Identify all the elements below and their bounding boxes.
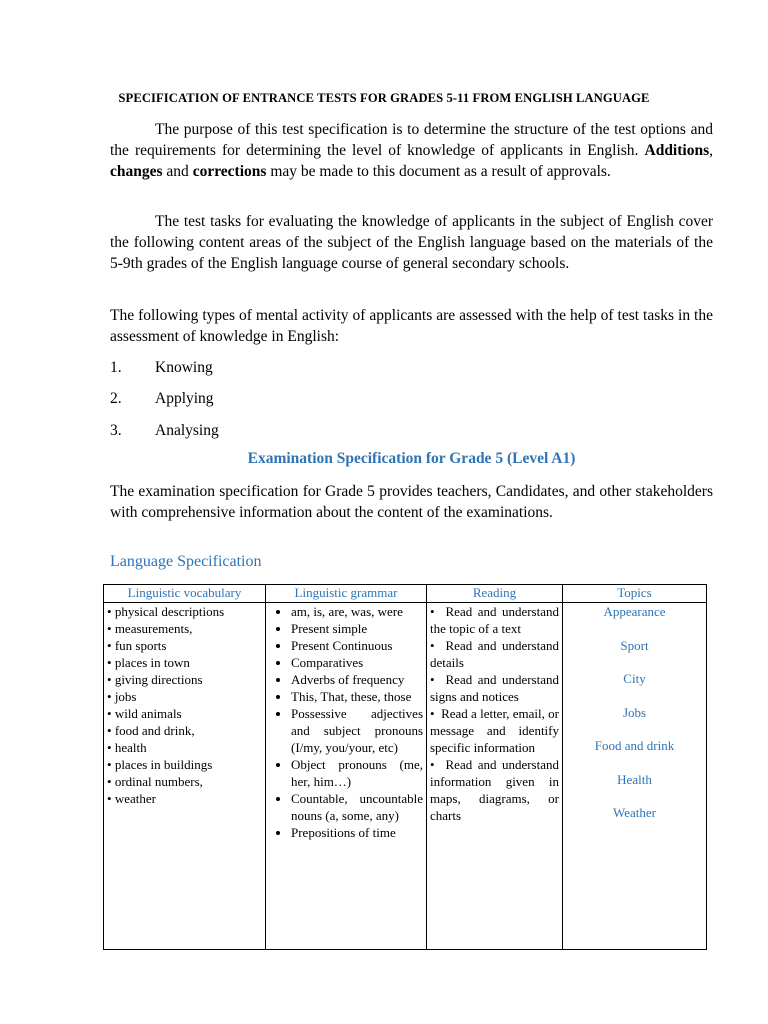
list-number: 3.: [110, 422, 122, 439]
topics-cell: [563, 603, 707, 950]
grade5-heading: Examination Specification for Grade 5 (Level A1): [247, 450, 576, 467]
grade5-description: The examination specification for Grade 5 provides teachers, Candidates, and other stakeholders with comprehensive information about the content of the examinations.: [110, 483, 713, 521]
list-item: • weather: [107, 790, 262, 807]
purpose-paragraph: The purpose of this test specification is to determine the structure of the test options and the requirements for determining the level of knowledge of applicants in English. Additions, changes and corrections may be made to this document as a result of approvals.: [110, 121, 713, 180]
table-header-row: [104, 585, 707, 603]
topic-item: Sport: [620, 637, 649, 653]
list-item: • fun sports: [107, 637, 262, 654]
list-item: • am, is, are, was, were: [291, 603, 423, 620]
list-item: [110, 357, 213, 378]
topic-item: Health: [617, 771, 652, 787]
list-item: • Possessive adjectives and subject pronouns (I/my, you/your, etc): [291, 705, 423, 756]
reading-cell: [427, 603, 563, 950]
list-item: • places in buildings: [107, 756, 262, 773]
grammar-cell: [266, 603, 427, 950]
list-item: • Comparatives: [291, 654, 423, 671]
list-item: • food and drink,: [107, 722, 262, 739]
topic-item: City: [623, 671, 646, 686]
list-item: • Countable, uncountable nouns (a, some, any): [291, 790, 423, 824]
list-item: • places in town: [107, 654, 262, 671]
list-item: • physical descriptions: [107, 603, 262, 620]
list-item: • Object pronouns (me, her, him…): [291, 756, 423, 790]
topic-item: Jobs: [622, 704, 647, 720]
list-item: • Adverbs of frequency: [291, 671, 423, 688]
list-text: Knowing: [155, 359, 213, 376]
list-item: • giving directions: [107, 671, 262, 688]
header-grammar: Linguistic grammar: [266, 585, 427, 603]
list-item: • jobs: [107, 688, 262, 705]
list-item: [110, 388, 214, 409]
list-text: Applying: [155, 390, 214, 407]
list-item: • Read and understand signs and notices: [430, 671, 559, 705]
list-item: • Read and understand details: [430, 637, 559, 671]
list-item: • Read a letter, email, or message and identify specific information: [430, 705, 559, 756]
document-title: SPECIFICATION OF ENTRANCE TESTS FOR GRADES 5-11 FROM ENGLISH LANGUAGE: [118, 91, 650, 105]
list-item: • wild animals: [107, 705, 262, 722]
list-item: • measurements,: [107, 620, 262, 637]
list-item: • ordinal numbers,: [107, 773, 262, 790]
list-item: • Present simple: [291, 620, 423, 637]
mental-activity-paragraph: The following types of mental activity of applicants are assessed with the help of test tasks in the assessment of knowledge in English:: [110, 307, 713, 345]
list-item: • Prepositions of time: [291, 824, 423, 841]
list-number: 1.: [110, 359, 122, 376]
language-specification-heading: Language Specification: [110, 553, 262, 570]
table-row: [104, 603, 707, 950]
list-item: • health: [107, 739, 262, 756]
list-text: Analysing: [155, 422, 219, 439]
list-number: 2.: [110, 390, 122, 407]
list-item: • Read and understand information given in maps, diagrams, or charts: [430, 756, 559, 824]
topic-item: Food and drink: [594, 738, 675, 753]
list-item: • Read and understand the topic of a text: [430, 603, 559, 637]
header-topics: Topics: [563, 585, 707, 603]
vocabulary-cell: [104, 603, 266, 950]
topic-item: Appearance: [603, 604, 666, 619]
language-specification-table: [103, 584, 707, 950]
list-item: • This, That, these, those: [291, 688, 423, 705]
header-vocabulary: Linguistic vocabulary: [104, 585, 266, 603]
list-item: • Present Continuous: [291, 637, 423, 654]
content-areas-paragraph: The test tasks for evaluating the knowledge of applicants in the subject of English cover the following content areas of the subject of the English language based on the materials of the 5-9th grades of the English language course of general secondary schools.: [110, 213, 713, 272]
list-item: [110, 420, 219, 441]
topic-item: Weather: [613, 805, 656, 820]
header-reading: Reading: [427, 585, 563, 603]
